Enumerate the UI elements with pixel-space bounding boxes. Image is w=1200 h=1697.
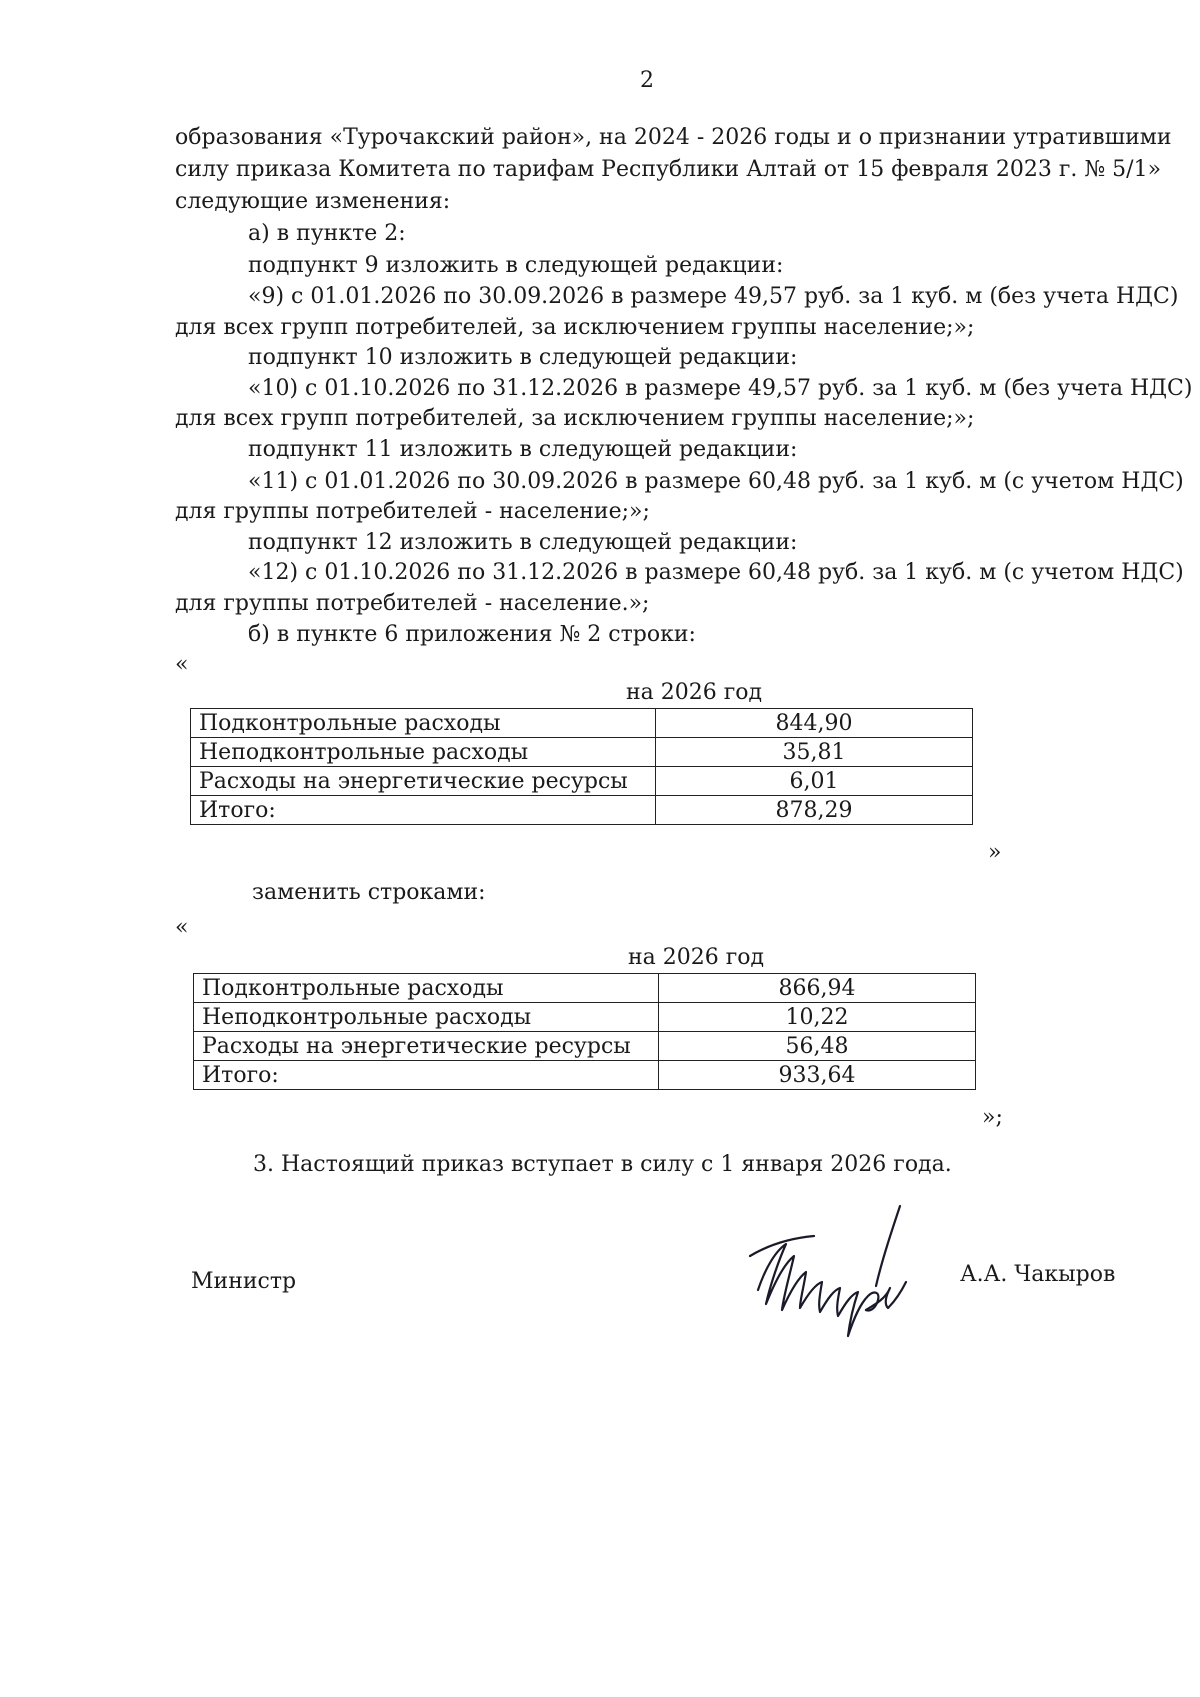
signature-name: А.А. Чакыров	[960, 1262, 1116, 1287]
body-line-16: для группы потребителей - население.»;	[175, 591, 650, 616]
table-cell-value: 10,22	[659, 1003, 976, 1032]
replace-text: заменить строками:	[252, 880, 486, 905]
table-cell-value: 35,81	[656, 738, 973, 767]
body-line-10: для всех групп потребителей, за исключением группы население;»;	[175, 406, 975, 431]
table-cell-label: Неподконтрольные расходы	[191, 738, 656, 767]
table-row	[194, 1003, 976, 1032]
body-line-3: следующие изменения:	[175, 189, 451, 214]
body-line-11: подпункт 11 изложить в следующей редакции:	[248, 437, 798, 462]
table-cell-label: Итого:	[194, 1061, 659, 1090]
table-cell-label: Итого:	[191, 796, 656, 825]
body-line-7: для всех групп потребителей, за исключением группы население;»;	[175, 315, 975, 340]
table-old-caption: на 2026 год	[626, 680, 763, 705]
signature-stroke	[866, 1282, 906, 1310]
page-number: 2	[640, 68, 654, 93]
signature-position: Министр	[191, 1269, 297, 1294]
table-cell-value: 933,64	[659, 1061, 976, 1090]
table-cell-value: 844,90	[656, 709, 973, 738]
table-row	[191, 767, 973, 796]
body-line-2: силу приказа Комитета по тарифам Республики Алтай от 15 февраля 2023 г. № 5/1»	[175, 157, 1162, 182]
signature-stroke	[876, 1206, 900, 1286]
table-row	[194, 974, 976, 1003]
table-row	[191, 738, 973, 767]
body-line-17: б) в пункте 6 приложения № 2 строки:	[248, 622, 696, 647]
table-new	[193, 973, 976, 1090]
table-cell-label: Подконтрольные расходы	[191, 709, 656, 738]
body-line-14: подпункт 12 изложить в следующей редакции:	[248, 530, 798, 555]
table-row	[194, 1061, 976, 1090]
table-cell-label: Неподконтрольные расходы	[194, 1003, 659, 1032]
clause-3: 3. Настоящий приказ вступает в силу с 1 января 2026 года.	[253, 1152, 952, 1177]
table-row	[191, 796, 973, 825]
signature-stroke	[758, 1244, 878, 1336]
table-cell-label: Расходы на энергетические ресурсы	[191, 767, 656, 796]
table-cell-value: 878,29	[656, 796, 973, 825]
open-quote-old: «	[175, 652, 189, 677]
table-cell-value: 56,48	[659, 1032, 976, 1061]
body-line-5: подпункт 9 изложить в следующей редакции:	[248, 253, 784, 278]
body-line-9: «10) с 01.10.2026 по 31.12.2026 в размере 49,57 руб. за 1 куб. м (без учета НДС)	[248, 376, 1193, 401]
open-quote-new: «	[175, 915, 189, 940]
body-line-8: подпункт 10 изложить в следующей редакции:	[248, 345, 798, 370]
table-new-caption: на 2026 год	[628, 945, 765, 970]
table-row	[191, 709, 973, 738]
body-line-15: «12) с 01.10.2026 по 31.12.2026 в размере 60,48 руб. за 1 куб. м (с учетом НДС)	[248, 560, 1184, 585]
table-cell-label: Расходы на энергетические ресурсы	[194, 1032, 659, 1061]
table-old	[190, 708, 973, 825]
table-row	[194, 1032, 976, 1061]
table-cell-value: 6,01	[656, 767, 973, 796]
body-line-1: образования «Турочакский район», на 2024 - 2026 годы и о признании утратившими	[175, 125, 1172, 150]
body-line-4: а) в пункте 2:	[248, 221, 406, 246]
table-cell-label: Подконтрольные расходы	[194, 974, 659, 1003]
body-line-12: «11) с 01.01.2026 по 30.09.2026 в размере 60,48 руб. за 1 куб. м (с учетом НДС)	[248, 469, 1184, 494]
body-line-6: «9) с 01.01.2026 по 30.09.2026 в размере 49,57 руб. за 1 куб. м (без учета НДС)	[248, 284, 1179, 309]
close-quote-old: »	[988, 840, 1002, 865]
signature-image	[740, 1200, 950, 1340]
table-cell-value: 866,94	[659, 974, 976, 1003]
close-quote-new: »;	[982, 1105, 1003, 1130]
body-line-13: для группы потребителей - население;»;	[175, 499, 650, 524]
